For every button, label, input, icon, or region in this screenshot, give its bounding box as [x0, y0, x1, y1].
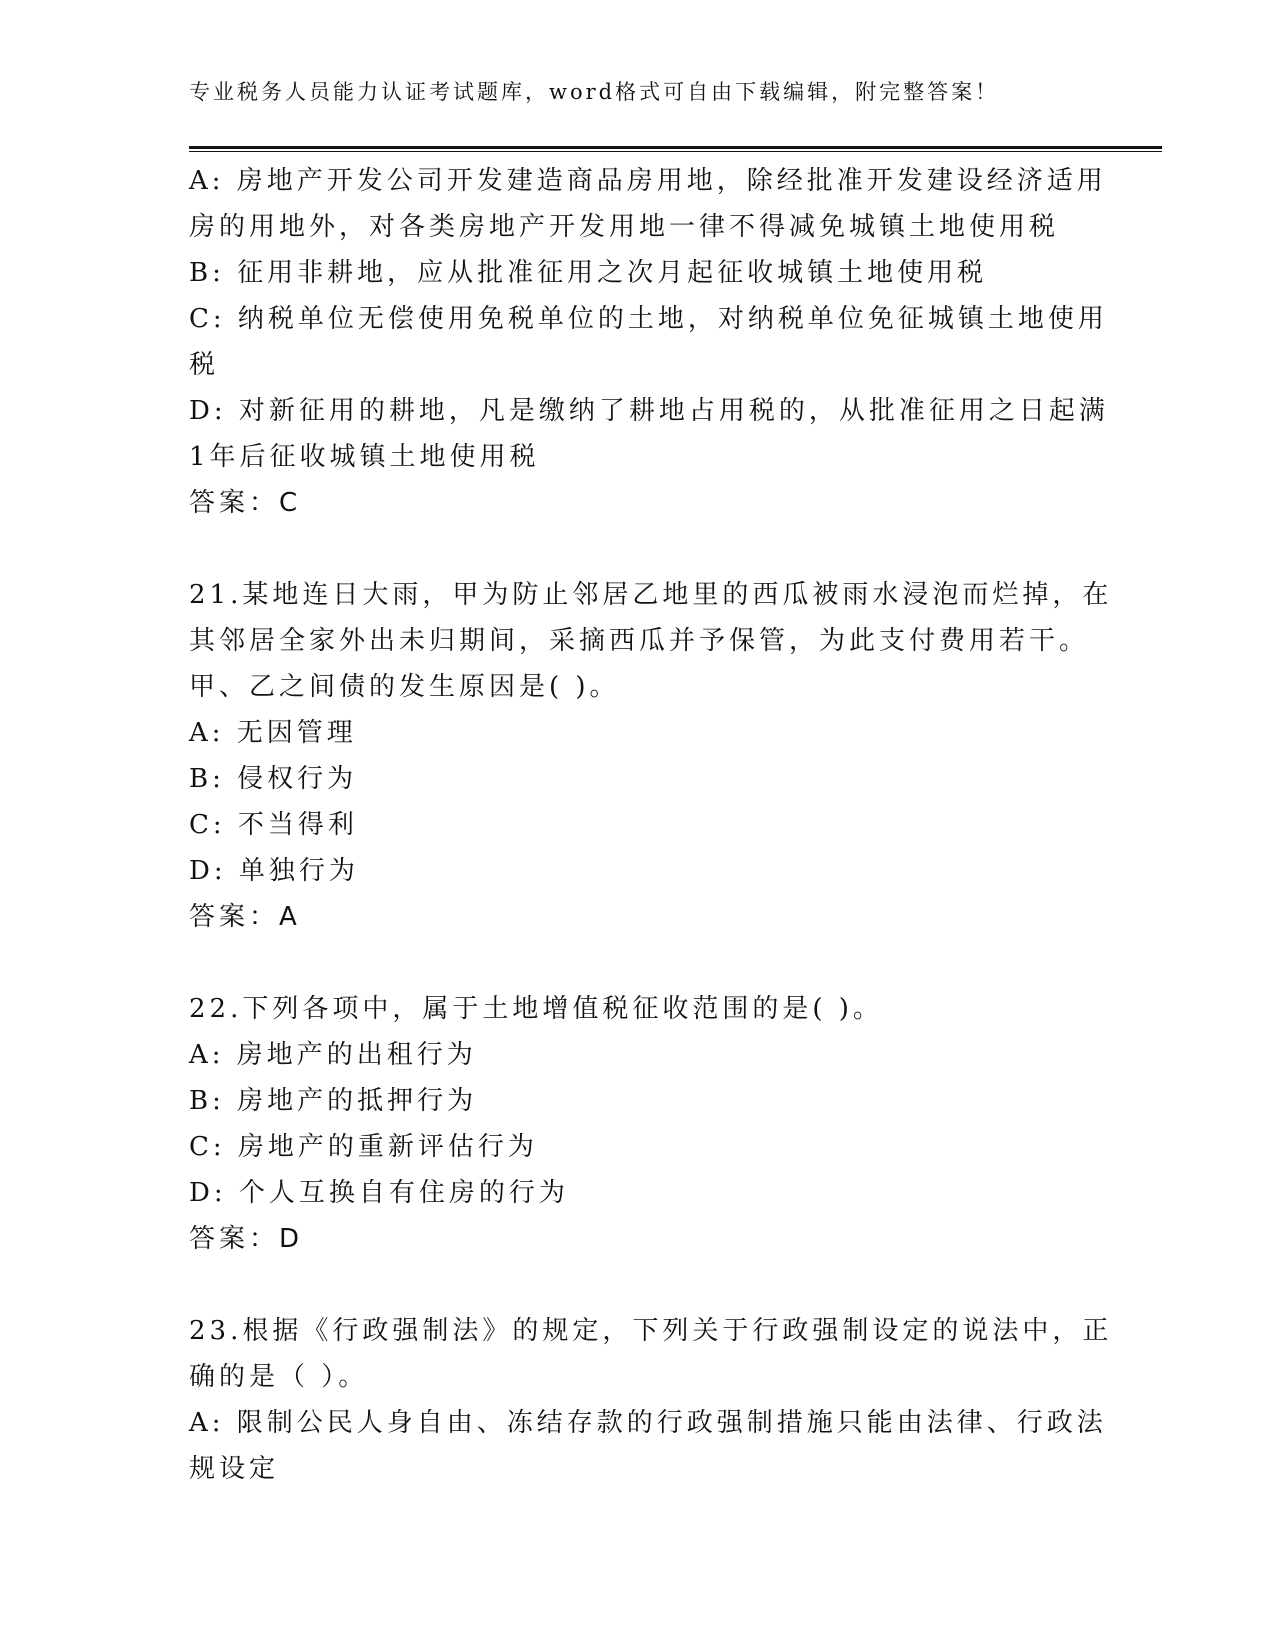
header-rule-thin	[189, 151, 1162, 152]
question-22	[189, 986, 1089, 1262]
document-body	[189, 158, 1113, 1492]
spacer	[189, 1262, 1089, 1308]
question-23	[189, 1308, 1113, 1492]
option-line: B: 征用非耕地，应从批准征用之次月起征收城镇土地使用税	[189, 258, 988, 288]
option-a	[189, 158, 1107, 250]
option-c: C: 房地产的重新评估行为	[189, 1132, 538, 1162]
option-c	[189, 296, 1108, 388]
spacer	[189, 940, 1089, 986]
option-c: C: 不当得利	[189, 810, 358, 840]
option-b: B: 侵权行为	[189, 764, 358, 794]
option-b	[189, 250, 1089, 296]
option-line: 1年后征收城镇土地使用税	[189, 442, 540, 472]
option-line: 房的用地外，对各类房地产开发用地一律不得减免城镇土地使用税	[189, 212, 1060, 242]
prev-question	[189, 158, 1109, 526]
answer-line: 答案：C	[189, 488, 302, 518]
option-b: B: 房地产的抵押行为	[189, 1086, 478, 1116]
option-d: D: 单独行为	[189, 856, 359, 886]
question-21	[189, 572, 1113, 940]
header-rule-thick	[189, 146, 1162, 149]
option-a: A: 无因管理	[189, 718, 357, 748]
option-line: C: 纳税单位无偿使用免税单位的土地，对纳税单位免征城镇土地使用	[189, 304, 1108, 334]
question-stem: 确的是（ ）。	[189, 1362, 369, 1392]
question-stem: 其邻居全家外出未归期间，采摘西瓜并予保管，为此支付费用若干。	[189, 626, 1090, 656]
option-d	[189, 388, 1109, 480]
question-stem: 22.下列各项中，属于土地增值税征收范围的是( )。	[189, 994, 883, 1024]
answer-line: 答案：A	[189, 902, 301, 932]
option-line: 税	[189, 350, 220, 380]
question-stem: 23.根据《行政强制法》的规定，下列关于行政强制设定的说法中，正	[189, 1316, 1113, 1346]
option-a: A: 房地产的出租行为	[189, 1040, 477, 1070]
question-stem: 21.某地连日大雨，甲为防止邻居乙地里的西瓜被雨水浸泡而烂掉，在	[189, 580, 1113, 610]
option-line: A: 房地产开发公司开发建造商品房用地，除经批准开发建设经济适用	[189, 166, 1107, 196]
option-line: D: 对新征用的耕地，凡是缴纳了耕地占用税的，从批准征用之日起满	[189, 396, 1109, 426]
page-header: 专业税务人员能力认证考试题库，word格式可自由下载编辑，附完整答案！	[189, 80, 1000, 104]
spacer	[189, 526, 1089, 572]
option-a: A: 限制公民人身自由、冻结存款的行政强制措施只能由法律、行政法	[189, 1408, 1107, 1438]
option-a: 规设定	[189, 1454, 280, 1484]
question-stem: 甲、乙之间债的发生原因是( )。	[189, 672, 620, 702]
option-d: D: 个人互换自有住房的行为	[189, 1178, 569, 1208]
answer-line: 答案：D	[189, 1224, 304, 1254]
